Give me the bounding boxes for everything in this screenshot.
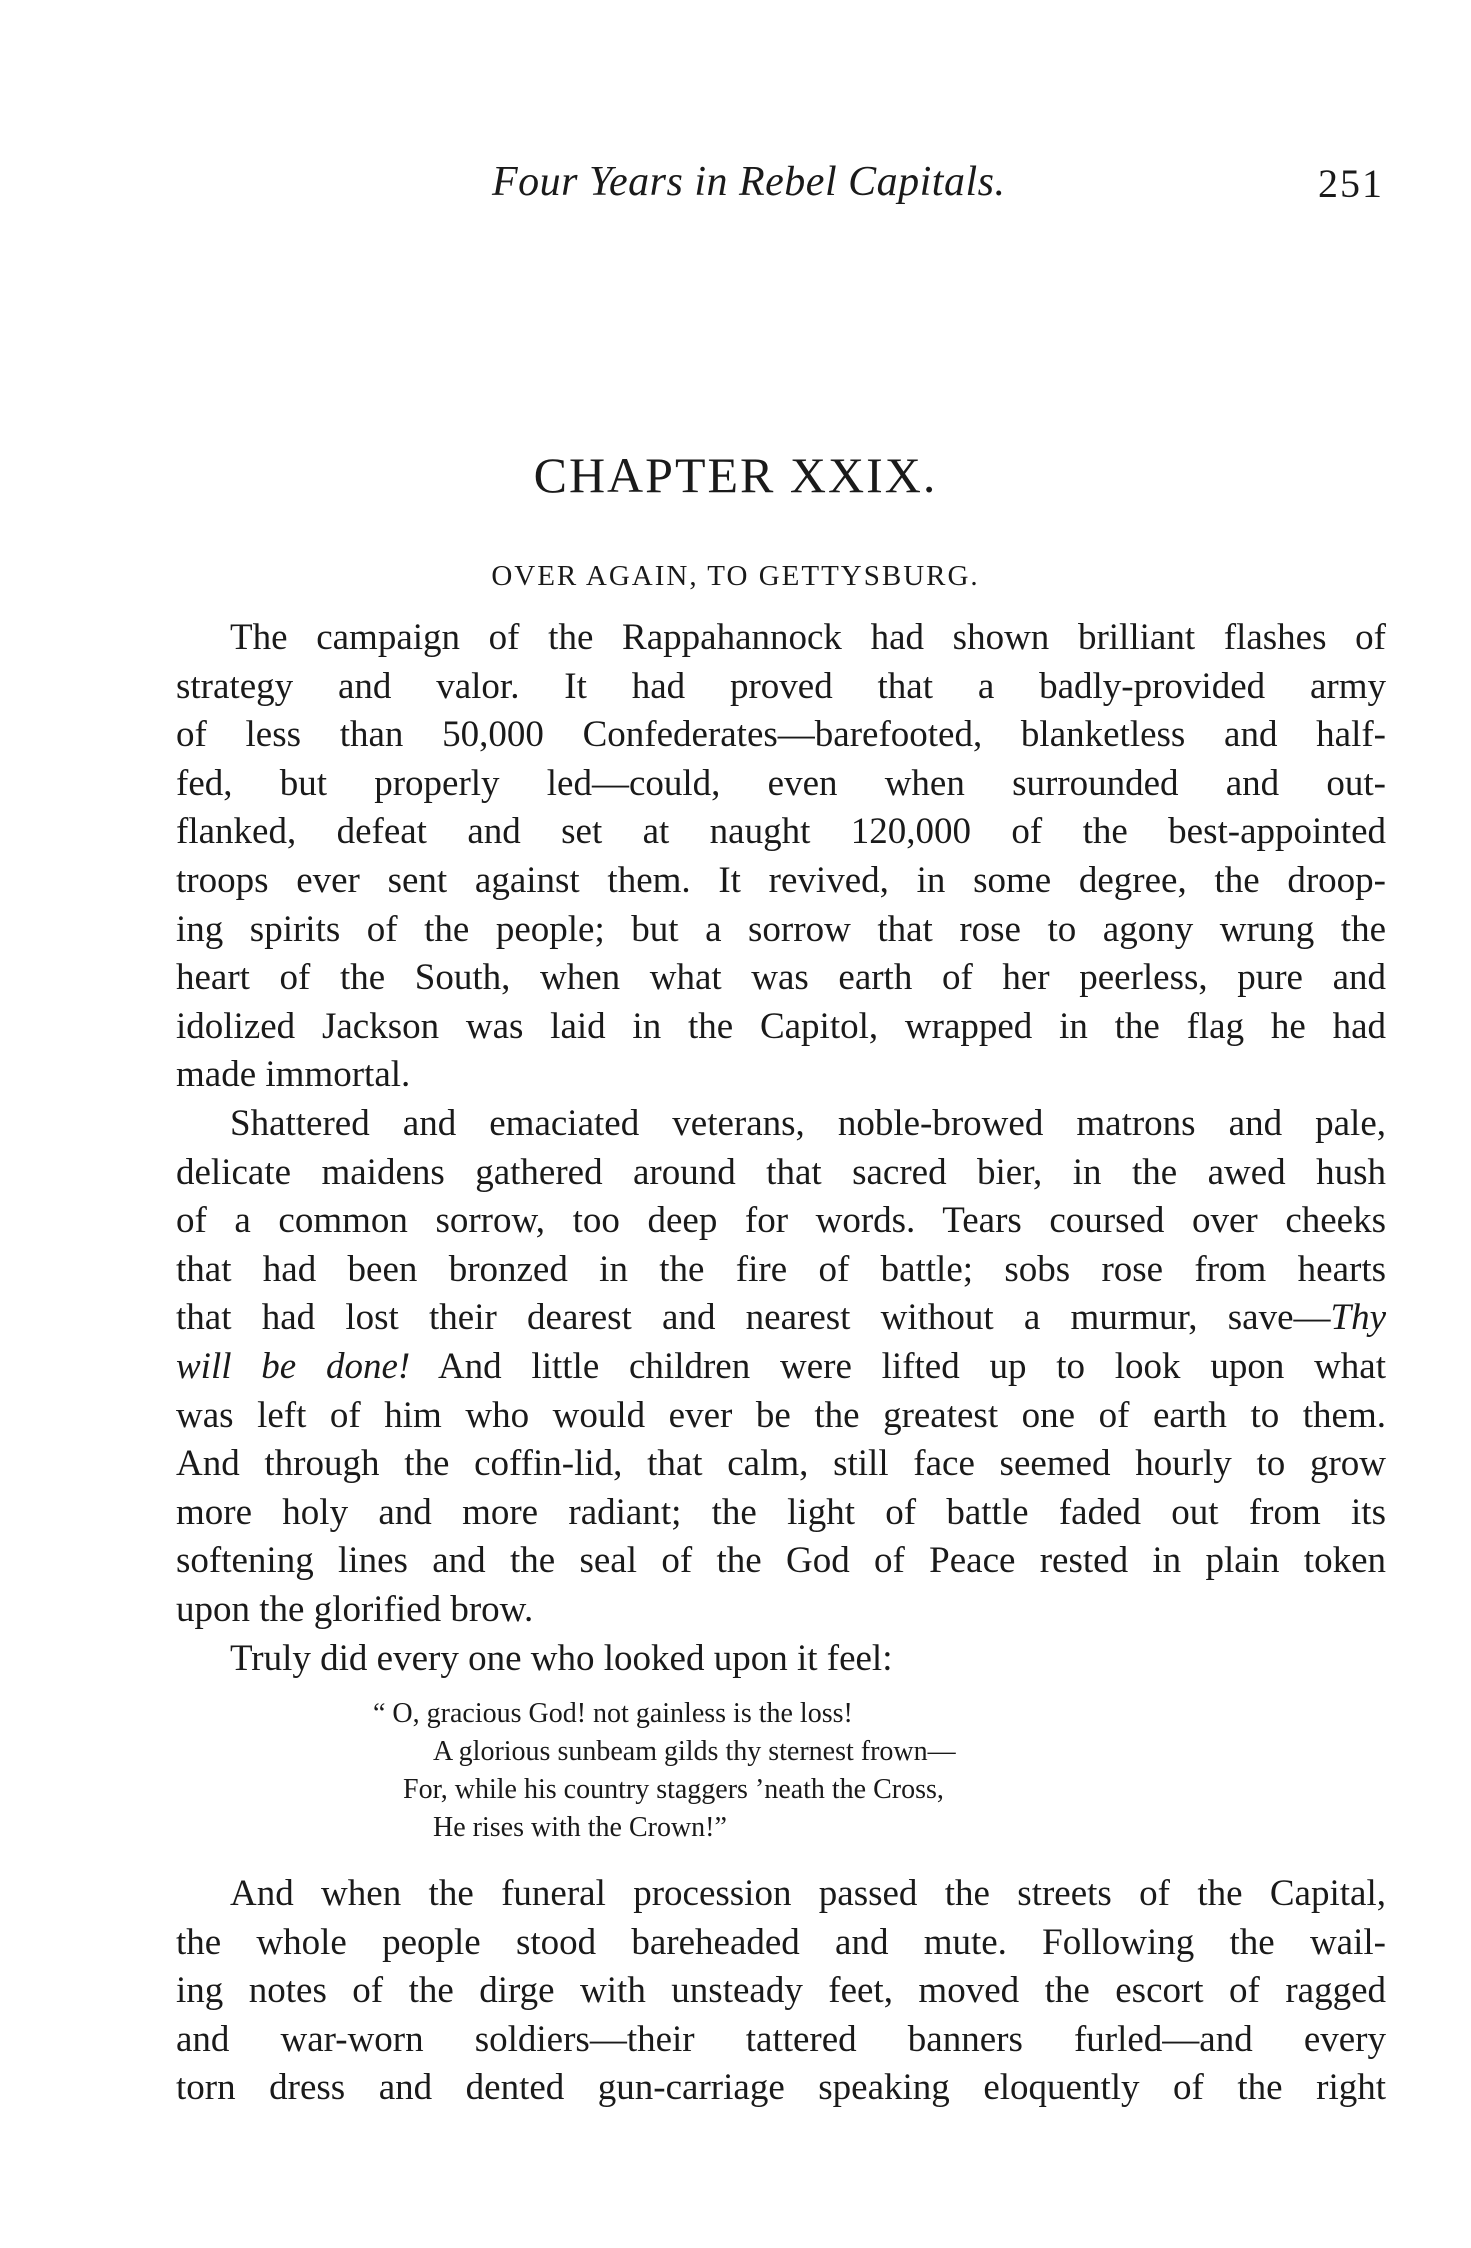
text-line: ing notes of the dirge with unsteady feet, moved the escort of ragged	[176, 1970, 1386, 2012]
text-line: more holy and more radiant; the light of battle faded out from its	[176, 1491, 1386, 1533]
poem-line: A glorious sunbeam gilds thy sternest frown—	[433, 1736, 956, 1767]
italic-text: Thy	[1330, 1297, 1386, 1339]
poem-line: “ O, gracious God! not gainless is the loss!	[373, 1698, 853, 1729]
text-line: And through the coffin-lid, that calm, still face seemed hourly to grow	[176, 1443, 1386, 1485]
paragraph-3	[176, 1635, 1386, 1684]
poem-block	[0, 1695, 1471, 1847]
paragraph-2	[176, 1100, 1386, 1635]
text-line: softening lines and the seal of the God of Peace rested in plain token	[176, 1540, 1386, 1582]
poem-line: He rises with the Crown!”	[433, 1812, 727, 1843]
text-line: of a common sorrow, too deep for words. Tears coursed over cheeks	[176, 1200, 1386, 1242]
page-number: 251	[1318, 161, 1384, 206]
text-line: strategy and valor. It had proved that a badly-provided army	[176, 665, 1386, 707]
italic-text: will be done!	[176, 1345, 411, 1387]
paragraph-1	[176, 614, 1386, 1100]
text-span: And little children were lifted up to look upon what	[410, 1345, 1386, 1387]
text-line: made immortal.	[176, 1054, 411, 1096]
text-line: was left of him who would ever be the greatest one of earth to them.	[176, 1394, 1386, 1436]
text-line: delicate maidens gathered around that sacred bier, in the awed hush	[176, 1151, 1386, 1193]
running-title: Four Years in Rebel Capitals.	[492, 159, 1006, 205]
text-line: troops ever sent against them. It revived, in some degree, the droop-	[176, 859, 1386, 901]
chapter-title: CHAPTER XXIX.	[533, 447, 938, 503]
text-line: Truly did every one who looked upon it feel:	[230, 1638, 893, 1679]
text-line: torn dress and dented gun-carriage speaking eloquently of the right	[176, 2067, 1386, 2109]
text-line: The campaign of the Rappahannock had shown brilliant flashes of	[230, 617, 1386, 658]
text-line: upon the glorified brow.	[176, 1588, 534, 1630]
text-line: of less than 50,000 Confederates—barefooted, blanketless and half-	[176, 714, 1386, 756]
chapter-subtitle: OVER AGAIN, TO GETTYSBURG.	[491, 560, 980, 592]
text-line: And when the funeral procession passed the streets of the Capital,	[230, 1873, 1386, 1914]
text-span: that had lost their dearest and nearest without a murmur, save—	[176, 1297, 1331, 1339]
text-line	[176, 1294, 1386, 1343]
text-line: that had been bronzed in the fire of battle; sobs rose from hearts	[176, 1248, 1386, 1290]
text-line: heart of the South, when what was earth of her peerless, pure and	[176, 957, 1386, 999]
text-line: the whole people stood bareheaded and mute. Following the wail-	[176, 1921, 1386, 1963]
text-line: ing spirits of the people; but a sorrow that rose to agony wrung the	[176, 908, 1386, 950]
text-line: and war-worn soldiers—their tattered banners furled—and every	[176, 2018, 1386, 2060]
text-line: flanked, defeat and set at naught 120,000 of the best-appointed	[176, 811, 1386, 853]
paragraph-4	[176, 1870, 1386, 2113]
text-line: Shattered and emaciated veterans, noble-browed matrons and pale,	[230, 1103, 1386, 1144]
text-line: fed, but properly led—could, even when surrounded and out-	[176, 762, 1386, 804]
text-line: idolized Jackson was laid in the Capitol, wrapped in the flag he had	[176, 1005, 1386, 1047]
text-line	[176, 1343, 1386, 1392]
poem-line: For, while his country staggers ’neath the Cross,	[403, 1774, 944, 1805]
